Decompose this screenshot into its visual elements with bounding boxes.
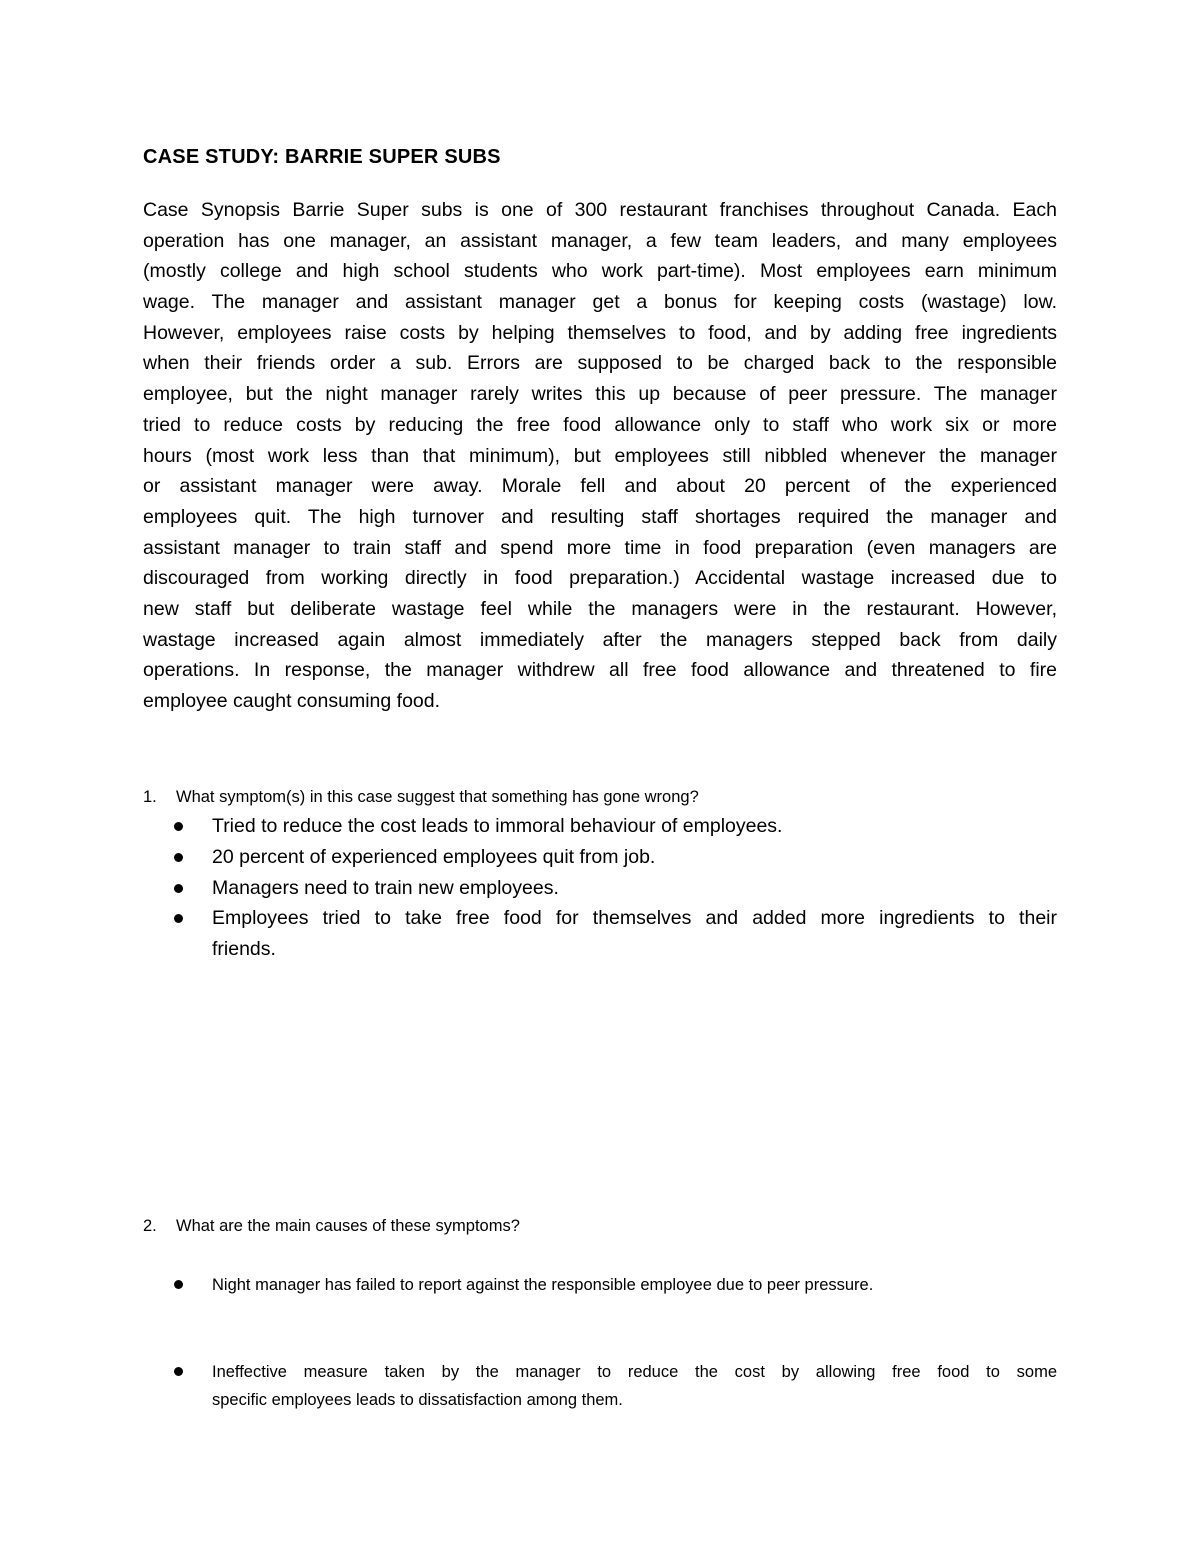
synopsis-line: wage. The manager and assistant manager get a bonus for keeping costs (wastage) low. (143, 291, 1057, 314)
synopsis-line: new staff but deliberate wastage feel while the managers were in the restaurant. However, (143, 597, 1057, 620)
question-number: 1. (143, 788, 157, 806)
synopsis-line: employee, but the night manager rarely writes this up because of peer pressure. The manager (143, 383, 1057, 406)
synopsis-line: Case Synopsis Barrie Super subs is one of 300 restaurant franchises throughout Canada. Each (143, 199, 1057, 221)
answer-line: specific employees leads to dissatisfaction among them. (212, 1391, 623, 1409)
answer-line: 20 percent of experienced employees quit from job. (212, 846, 656, 868)
answer-item (212, 903, 1057, 964)
question-text: What are the main causes of these symptoms? (176, 1217, 520, 1235)
bullet-icon (174, 853, 183, 862)
bullet-icon (174, 1367, 183, 1376)
synopsis-line: assistant manager to train staff and spend more time in food preparation (even managers are (143, 536, 1057, 559)
synopsis-line: operation has one manager, an assistant manager, a few team leaders, and many employees (143, 229, 1057, 252)
answer-item (212, 1358, 1057, 1414)
synopsis-line: hours (most work less than that minimum), but employees still nibbled whenever the manager (143, 444, 1057, 467)
synopsis-line: wastage increased again almost immediately after the managers stepped back from daily (143, 628, 1057, 651)
bullet-icon (174, 914, 183, 923)
synopsis-line: employees quit. The high turnover and resulting staff shortages required the manager and (143, 505, 1057, 528)
answer-line: Managers need to train new employees. (212, 877, 559, 899)
answer-item (212, 811, 1057, 842)
case-synopsis-paragraph (143, 195, 1057, 717)
synopsis-line: or assistant manager were away. Morale fell and about 20 percent of the experienced (143, 475, 1057, 498)
synopsis-line: operations. In response, the manager withdrew all free food allowance and threatened to fire (143, 659, 1057, 682)
bullet-icon (174, 1280, 183, 1289)
answer-item (212, 873, 1057, 904)
answer-line: Employees tried to take free food for themselves and added more ingredients to their (212, 907, 1057, 929)
synopsis-line: tried to reduce costs by reducing the free food allowance only to staff who work six or more (143, 413, 1057, 436)
synopsis-line: employee caught consuming food. (143, 690, 441, 712)
document-title: CASE STUDY: BARRIE SUPER SUBS (143, 146, 501, 168)
bullet-icon (174, 822, 183, 831)
bullet-icon (174, 884, 183, 893)
synopsis-line: when their friends order a sub. Errors are supposed to be charged back to the responsible (143, 352, 1057, 375)
question-number: 2. (143, 1217, 157, 1235)
answer-line: Ineffective measure taken by the manager to reduce the cost by allowing free food to some (212, 1363, 1057, 1381)
synopsis-line: However, employees raise costs by helping themselves to food, and by adding free ingredients (143, 321, 1057, 344)
answer-item (212, 1271, 1057, 1299)
synopsis-line: discouraged from working directly in food preparation.) Accidental wastage increased due to (143, 567, 1057, 590)
answer-line: Tried to reduce the cost leads to immoral behaviour of employees. (212, 815, 783, 837)
synopsis-line: (mostly college and high school students who work part-time). Most employees earn minimum (143, 260, 1057, 283)
answer-line: friends. (212, 937, 276, 960)
answer-item (212, 842, 1057, 873)
question-text: What symptom(s) in this case suggest that something has gone wrong? (176, 788, 699, 806)
answer-line: Night manager has failed to report against the responsible employee due to peer pressure. (212, 1276, 874, 1294)
